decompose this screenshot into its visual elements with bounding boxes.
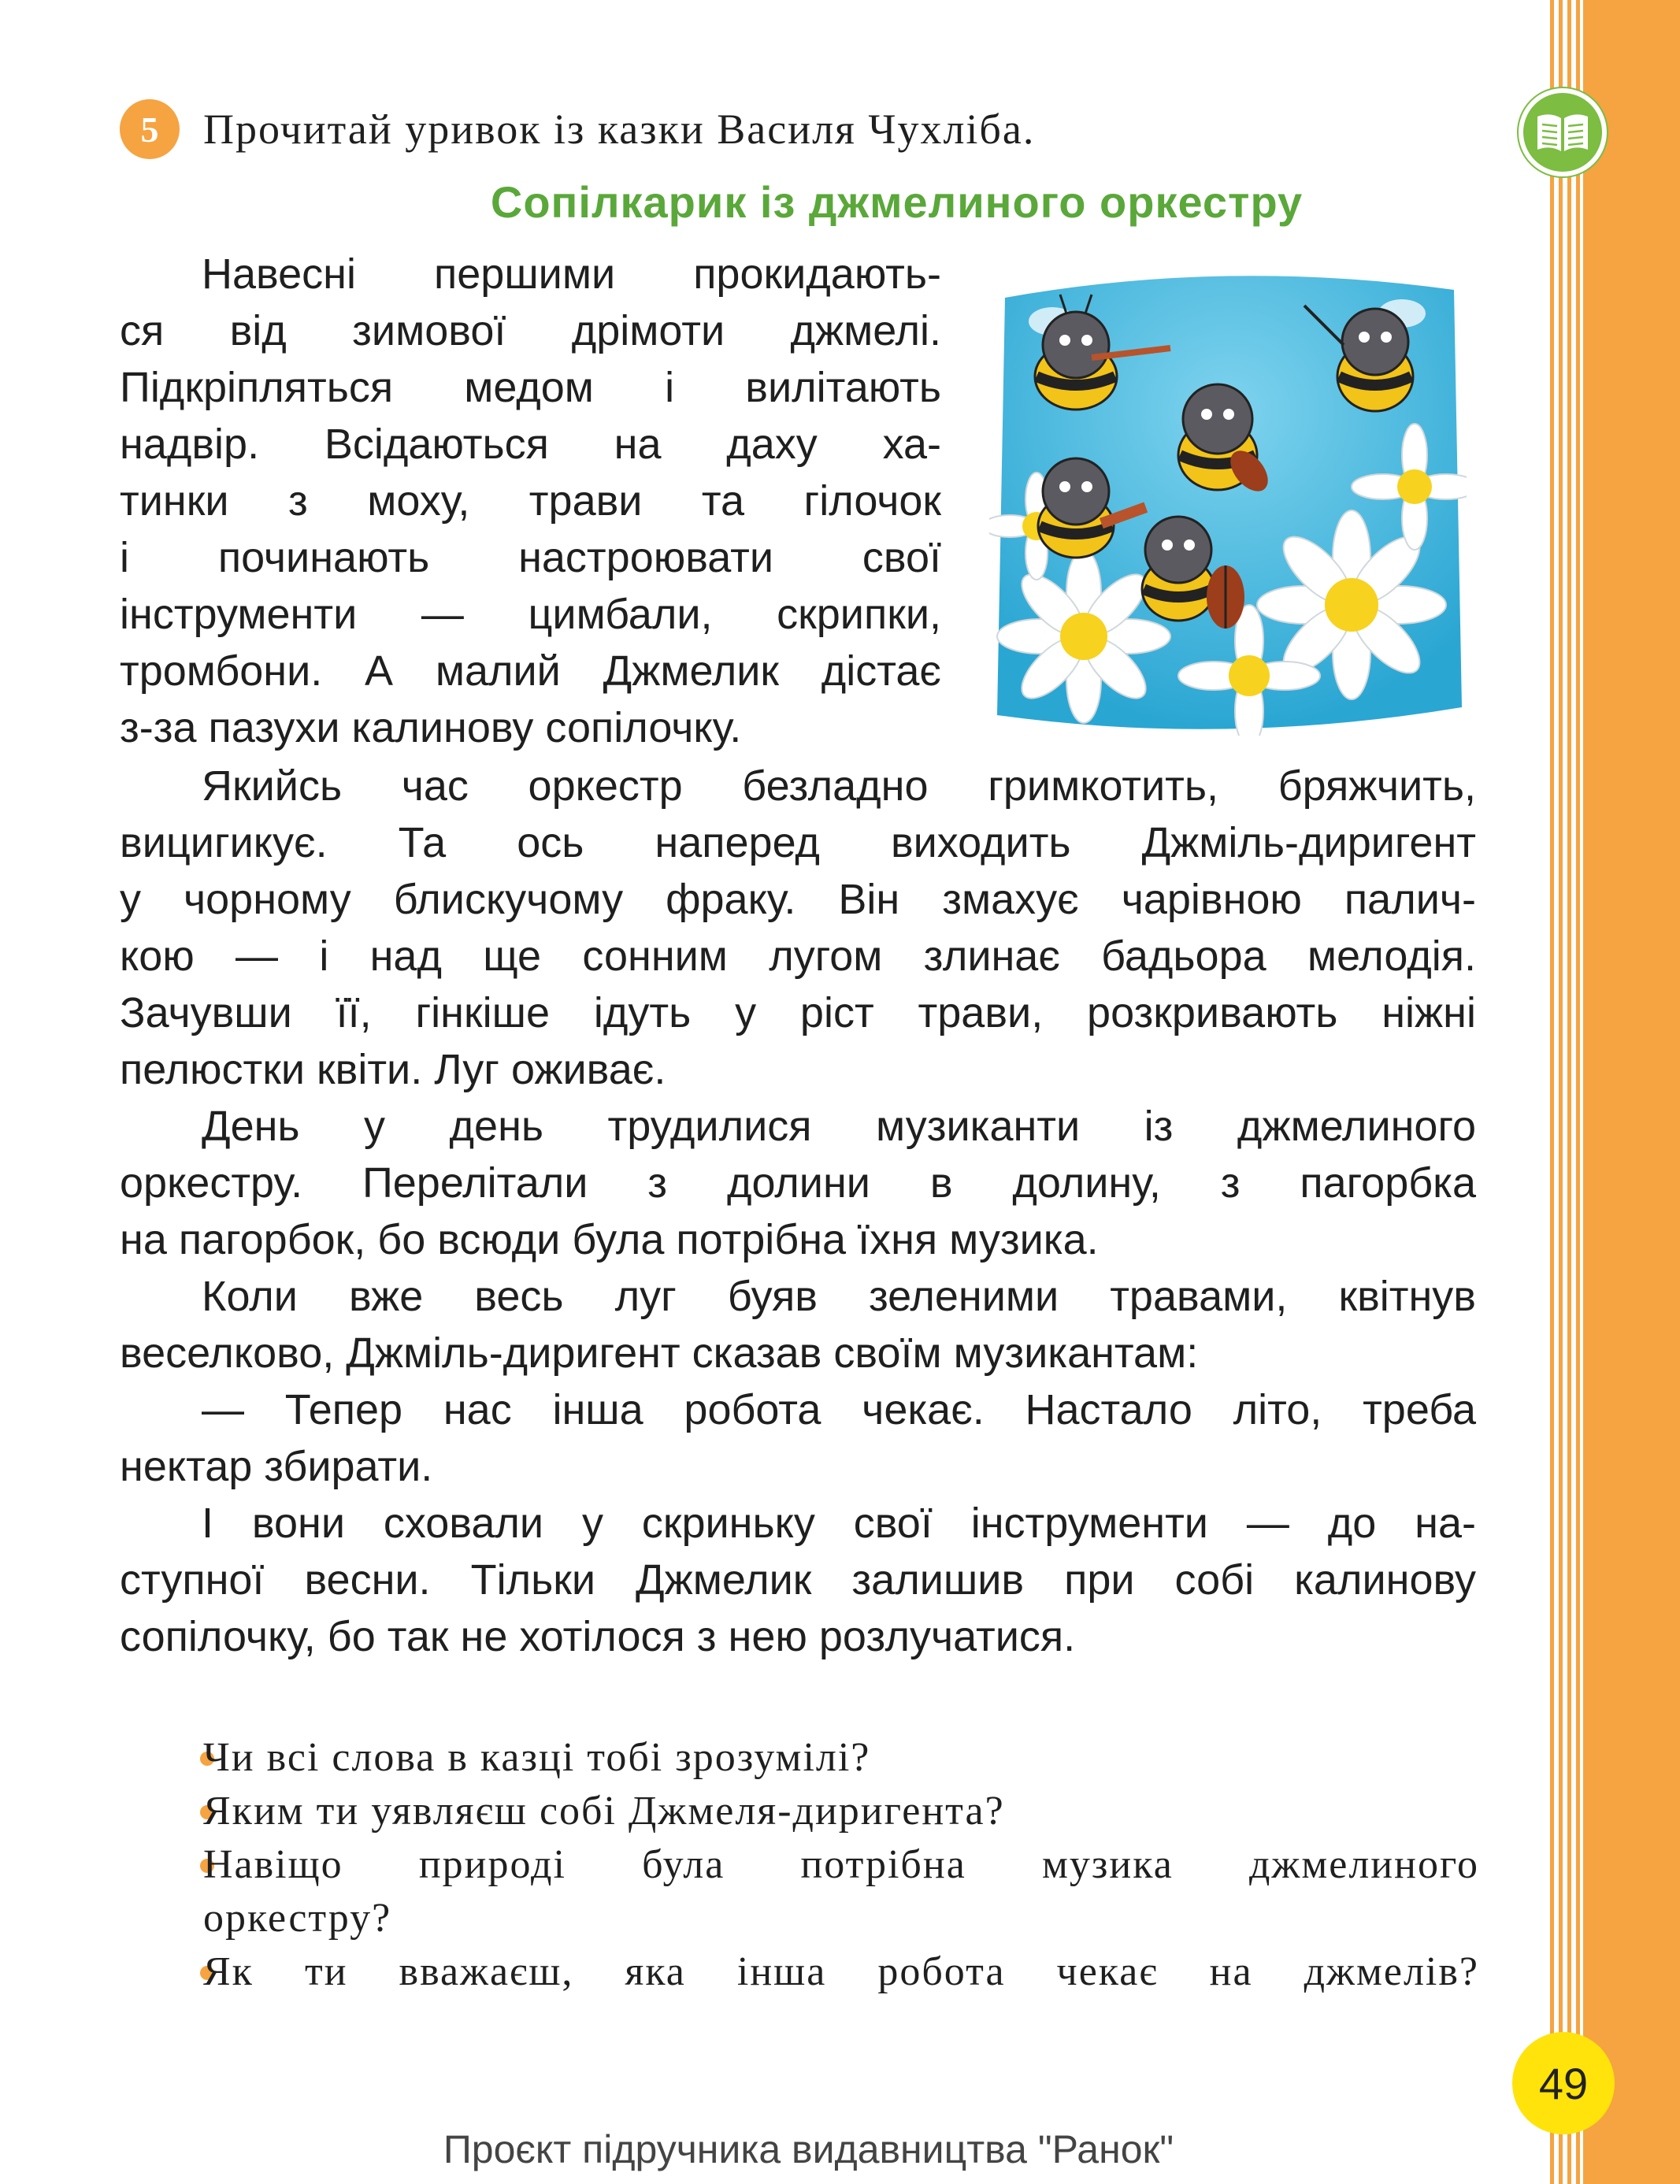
story-line: пелюстки квіти. Луг оживає. — [120, 1046, 666, 1093]
decorative-side-band — [1583, 0, 1680, 2184]
task-instruction: Прочитай уривок із казки Василя Чухліба. — [203, 106, 1036, 153]
story-line: тинки з моху, трави та гілочок — [120, 477, 941, 525]
question-item: Як ти вважаєш, яка інша робота чекає на джмелів? — [203, 1949, 1479, 1994]
story-line: — Тепер нас інша робота чекає. Настало літо, треба — [202, 1386, 1476, 1433]
task-number-badge: 5 — [120, 99, 180, 159]
story-line: сопілочку, бо так не хотілося з нею розлучатися. — [120, 1613, 1076, 1660]
story-line: Якийсь час оркестр безладно гримкотить, бряжчить, — [202, 762, 1476, 810]
decorative-stripes — [1550, 0, 1583, 2184]
story-line: інструменти — цимбали, скрипки, — [120, 591, 941, 638]
book-icon — [1519, 88, 1607, 176]
story-line: Підкріпляться медом і вилітають — [120, 364, 941, 411]
question-item: Яким ти уявляєш собі Джмеля-диригента? — [203, 1789, 1005, 1834]
story-line: вицигикує. Та ось наперед виходить Джміль-диригент — [120, 819, 1476, 866]
story-line: ся від зимової дрімоти джмелі. — [120, 307, 941, 354]
question-item: Навіщо природі була потрібна музика джмелиного — [203, 1842, 1479, 1887]
story-line: І вони сховали у скриньку свої інструменти — до на- — [202, 1500, 1476, 1547]
story-line: веселково, Джміль-диригент сказав своїм музикантам: — [120, 1329, 1199, 1377]
question-item-continuation: оркестру? — [203, 1896, 392, 1941]
story-line: Коли вже весь луг буяв зеленими травами, квітнув — [202, 1273, 1476, 1320]
footer-note: Проєкт підручника видавництва "Ранок" — [443, 2127, 1174, 2171]
question-item: Чи всі слова в казці тобі зрозумілі? — [203, 1735, 871, 1780]
story-line: тромбони. А малий Джмелик дістає — [120, 647, 941, 695]
story-line: кою — і над ще сонним лугом злинає бадьора мелодія. — [120, 933, 1476, 980]
bumblebee-orchestra-illustration — [989, 266, 1467, 736]
story-line: на пагорбок, бо всюди була потрібна їхня музика. — [120, 1216, 1099, 1263]
story-line: Навесні першими прокидають- — [202, 250, 941, 298]
story-line: і починають настроювати свої — [120, 534, 941, 581]
story-line: оркестру. Перелітали з долини в долину, з пагорбка — [120, 1159, 1476, 1207]
story-line: у чорному блискучому фраку. Він змахує чарівною палич- — [120, 876, 1476, 923]
story-line: з-за пазухи калинову сопілочку. — [120, 704, 742, 751]
story-title: Сопілкарик із джмелиного оркестру — [490, 177, 1304, 227]
story-line: День у день трудилися музиканти із джмелиного — [202, 1103, 1476, 1150]
story-line: Зачувши її, гінкіше ідуть у ріст трави, розкривають ніжні — [120, 989, 1476, 1036]
page-number: 49 — [1512, 2032, 1615, 2134]
story-line: ступної весни. Тільки Джмелик залишив при собі калинову — [120, 1556, 1476, 1604]
story-line: надвір. Всідаються на даху ха- — [120, 421, 941, 468]
story-line: нектар збирати. — [120, 1443, 433, 1490]
